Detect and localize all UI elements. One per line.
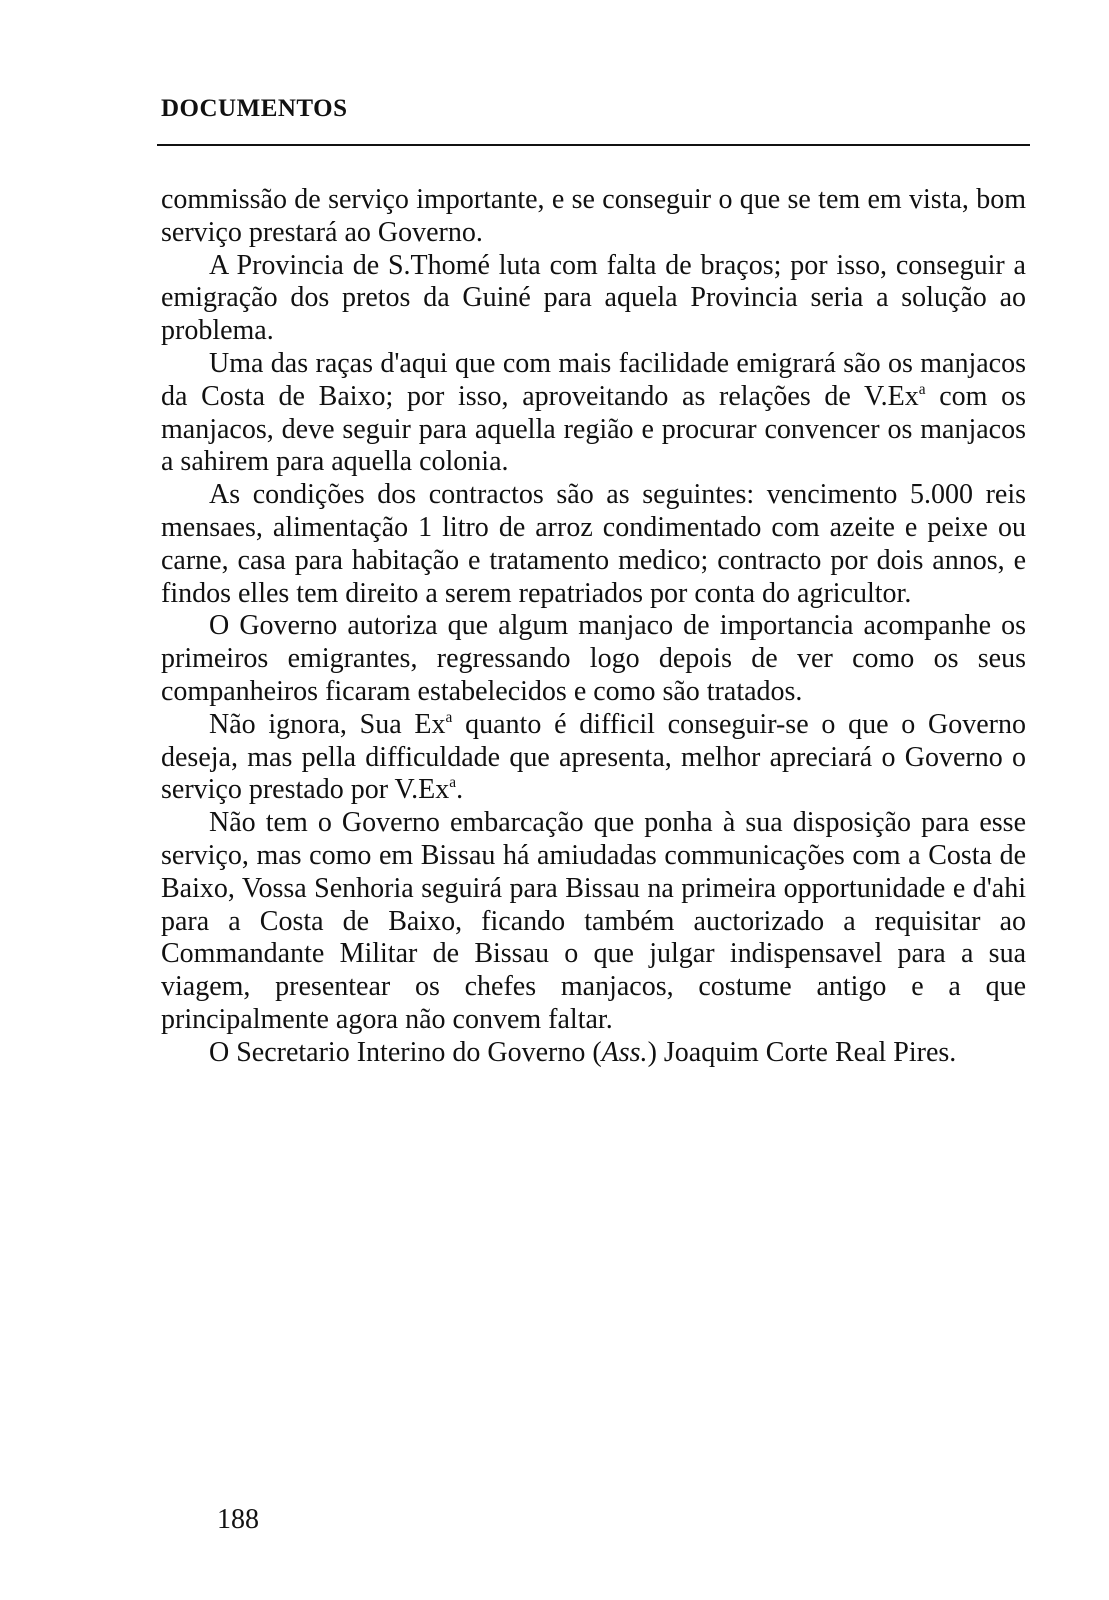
paragraph-text: Não tem o Governo embarcação que ponha à sua disposição para esse serviço, mas como em Bissau há amiudadas communicações com a Costa de Baixo, Vossa Senhoria seguirá para Bissau na primeira opportunidade e d'ahi para a Costa de Baixo, ficando também auctorizado a requisitar ao Commandante Militar de Bissau o que julgar indispensavel para a sua viagem, presentear os chefes manjacos, costume antigo e a que principalmente agora não convem faltar. (161, 807, 1026, 1035)
superscript: a (918, 381, 926, 399)
paragraph (161, 1037, 1026, 1070)
paragraph-text: O Governo autoriza que algum manjaco de importancia acompanhe os primeiros emigrantes, regressando logo depois de ver como os seus companheiros ficaram estabelecidos e como são tratados. (161, 610, 1026, 707)
header-rule (157, 144, 1030, 146)
paragraph-text: O Secretario Interino do Governo ( (209, 1036, 602, 1068)
paragraph-text: A Provincia de S.Thomé luta com falta de braços; por isso, conseguir a emigração dos pretos da Guiné para aquela Provincia seria a solução ao problema. (161, 249, 1026, 347)
paragraph-text: . (456, 774, 464, 806)
superscript: a (449, 774, 457, 792)
superscript: a (445, 708, 453, 726)
paragraph (161, 184, 1026, 250)
paragraph (161, 610, 1026, 708)
paragraph (161, 709, 1026, 807)
page-number: 188 (217, 1504, 259, 1535)
paragraph-text: commissão de serviço importante, e se conseguir o que se tem em vista, bom serviço prestará ao Governo. (161, 184, 1026, 248)
paragraph-text: com os manjacos, deve seguir para aquella região e procurar convencer os manjacos a sahirem para aquella colonia. (161, 380, 1027, 478)
italic-abbreviation: Ass. (601, 1036, 648, 1068)
body-text (161, 184, 1026, 1070)
paragraph-text: As condições dos contractos são as seguintes: vencimento 5.000 reis mensaes, alimentação 1 litro de arroz condimentado com azeite e peixe ou carne, casa para habitação e tratamento medico; contracto por dois annos, e findos elles tem direito a serem repatriados por conta do agricultor. (161, 479, 1026, 609)
paragraph (161, 479, 1026, 610)
paragraph-text: Não ignora, Sua Ex (209, 708, 446, 740)
paragraph (161, 807, 1026, 1037)
paragraph-text: quanto é difficil conseguir-se o que o Governo deseja, mas pella difficuldade que apresenta, melhor apreciará o Governo o serviço prestado por V.Ex (161, 708, 1026, 806)
running-head: DOCUMENTOS (161, 95, 348, 122)
paragraph (161, 250, 1026, 348)
paragraph-text: Uma das raças d'aqui que com mais facilidade emigrará são os manjacos da Costa de Baixo; por isso, aproveitando as relações de V.Ex (161, 347, 1026, 412)
paragraph-text: ) Joaquim Corte Real Pires. (647, 1036, 957, 1068)
paragraph (161, 348, 1026, 479)
